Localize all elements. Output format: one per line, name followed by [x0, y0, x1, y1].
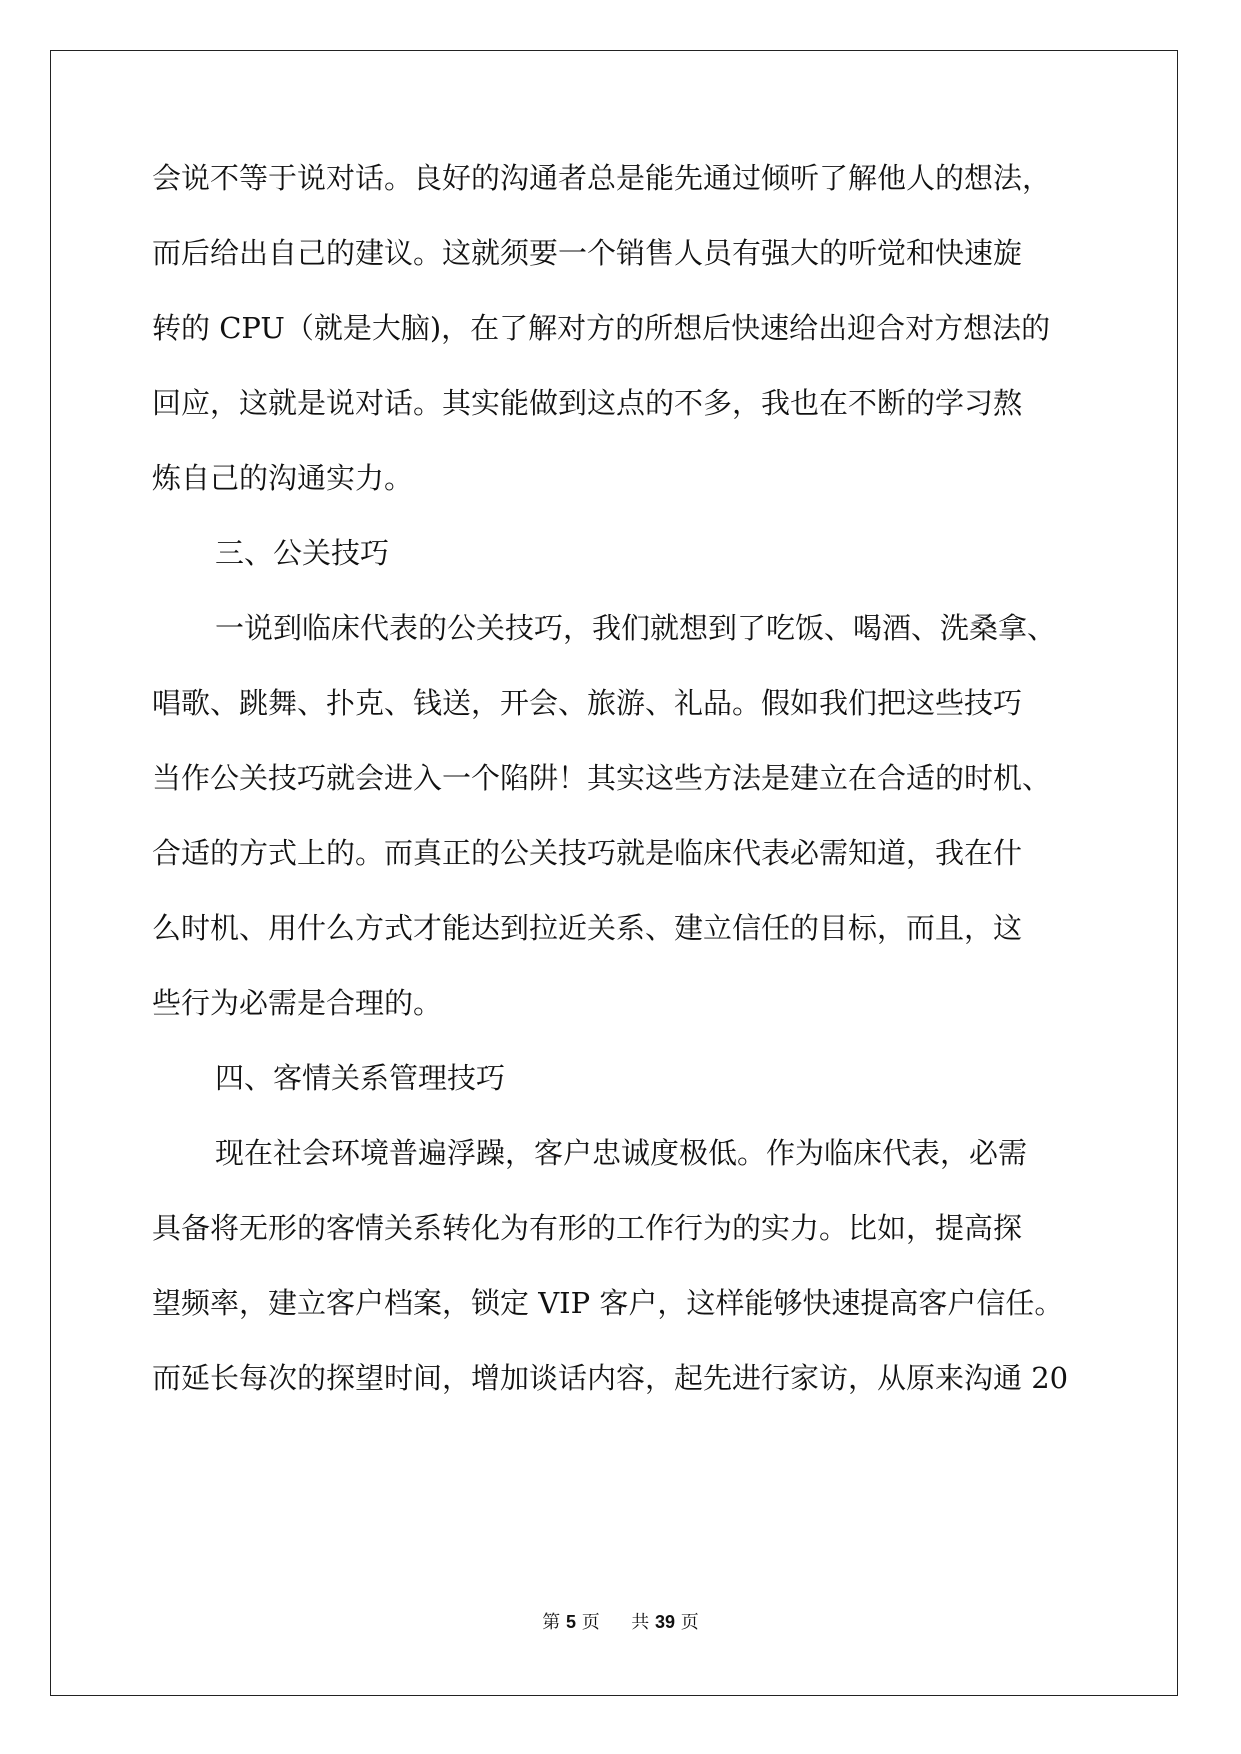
- text-line: 些行为必需是合理的。: [152, 986, 443, 1020]
- text-line: 一说到临床代表的公关技巧，我们就想到了吃饭、喝酒、洗桑拿、: [215, 611, 1057, 645]
- total-page-count: 39: [654, 1612, 675, 1632]
- text-line: 望频率，建立客户档案，锁定 VIP 客户，这样能够快速提高客户信任。: [152, 1286, 1064, 1320]
- text-line: 而延长每次的探望时间，增加谈话内容，起先进行家访，从原来沟通 20: [152, 1361, 1069, 1395]
- current-page-number: 5: [566, 1612, 577, 1632]
- text-line: 当作公关技巧就会进入一个陷阱！其实这些方法是建立在合适的时机、: [152, 761, 1052, 795]
- footer-page-prefix: 第: [542, 1612, 561, 1633]
- text-line: 具备将无形的客情关系转化为有形的工作行为的实力。比如，提高探: [152, 1211, 1023, 1245]
- section-heading: 四、客情关系管理技巧: [215, 1061, 506, 1095]
- footer-page-suffix: 页: [581, 1612, 600, 1633]
- footer-total-suffix: 页: [680, 1612, 699, 1633]
- text-line: 现在社会环境普遍浮躁，客户忠诚度极低。作为临床代表，必需: [215, 1136, 1028, 1170]
- text-line: 转的 CPU（就是大脑)，在了解对方的所想后快速给出迎合对方想法的: [152, 311, 1051, 345]
- section-heading: 三、公关技巧: [215, 536, 390, 570]
- text-line: 炼自己的沟通实力。: [152, 461, 414, 495]
- text-line: 回应，这就是说对话。其实能做到这点的不多，我也在不断的学习熬: [152, 386, 1023, 420]
- footer-total-prefix: 共: [631, 1612, 650, 1633]
- text-line: 唱歌、跳舞、扑克、钱送，开会、旅游、礼品。假如我们把这些技巧: [152, 686, 1023, 720]
- text-line: 合适的方式上的。而真正的公关技巧就是临床代表必需知道，我在什: [152, 836, 1023, 870]
- text-line: 会说不等于说对话。良好的沟通者总是能先通过倾听了解他人的想法，: [152, 161, 1052, 195]
- text-line: 么时机、用什么方式才能达到拉近关系、建立信任的目标，而且，这: [152, 911, 1023, 945]
- page-border: [50, 50, 1178, 1696]
- page-footer: [0, 1610, 1241, 1635]
- text-line: 而后给出自己的建议。这就须要一个销售人员有强大的听觉和快速旋: [152, 236, 1023, 270]
